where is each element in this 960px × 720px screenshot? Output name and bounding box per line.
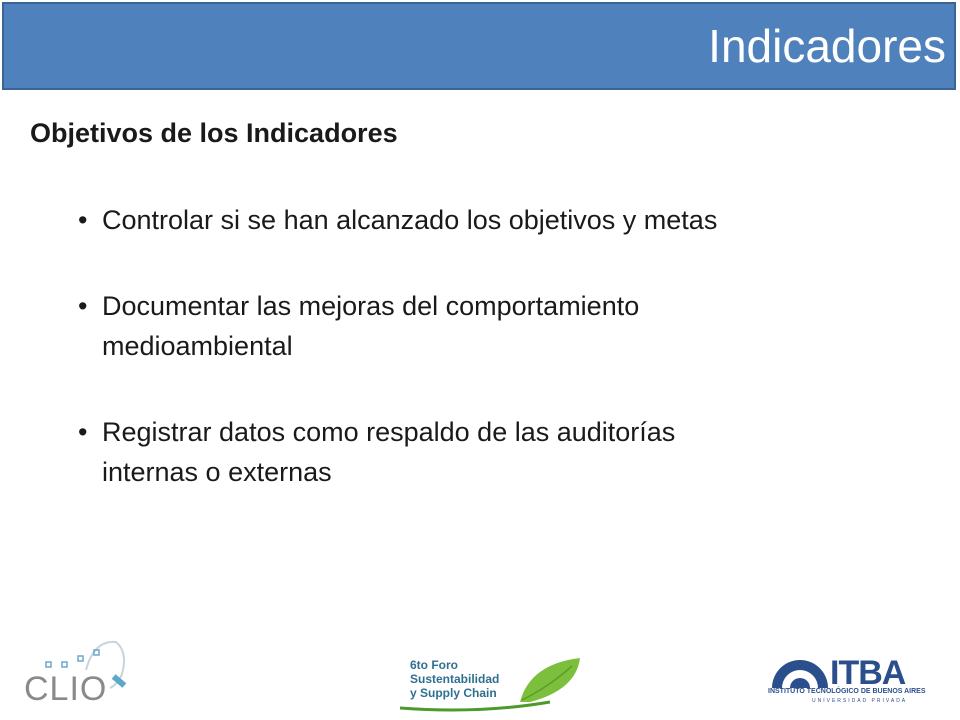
bullet-item xyxy=(78,286,918,366)
bullet-dot: • xyxy=(78,417,88,447)
bullet-text-continued: internas o externas xyxy=(102,457,332,487)
bullet-item xyxy=(78,412,918,492)
foro-line3: y Supply Chain xyxy=(410,686,497,700)
foro-line2: Sustentabilidad xyxy=(410,672,500,686)
foro-logo-text xyxy=(410,658,499,700)
clio-logo-text: CLIO xyxy=(24,670,108,708)
bullet-text-continued: medioambiental xyxy=(102,331,293,361)
slide-title: Indicadores xyxy=(708,20,946,72)
itba-logo-subtitle: INSTITUTO TECNOLÓGICO DE BUENOS AIRES xyxy=(768,688,926,695)
bullet-text: Documentar las mejoras del comportamiento xyxy=(102,291,640,321)
bullet-dot: • xyxy=(78,291,88,321)
bullet-list xyxy=(78,200,918,492)
clio-logo xyxy=(24,630,134,710)
bullet-text: Controlar si se han alcanzado los objetivos y metas xyxy=(102,205,718,235)
slide-subtitle: Objetivos de los Indicadores xyxy=(30,118,398,148)
bullet-dot: • xyxy=(78,205,88,235)
foro-line1: 6to Foro xyxy=(410,658,458,672)
itba-emblem xyxy=(768,654,832,690)
itba-logo xyxy=(768,652,948,706)
itba-logo-text: ITBA xyxy=(830,654,906,692)
title-bar xyxy=(2,2,956,90)
bullet-item xyxy=(78,200,918,240)
foro-logo xyxy=(400,650,590,714)
itba-logo-subtitle2: UNIVERSIDAD PRIVADA xyxy=(812,698,908,704)
bullet-text: Registrar datos como respaldo de las auditorías xyxy=(102,417,676,447)
